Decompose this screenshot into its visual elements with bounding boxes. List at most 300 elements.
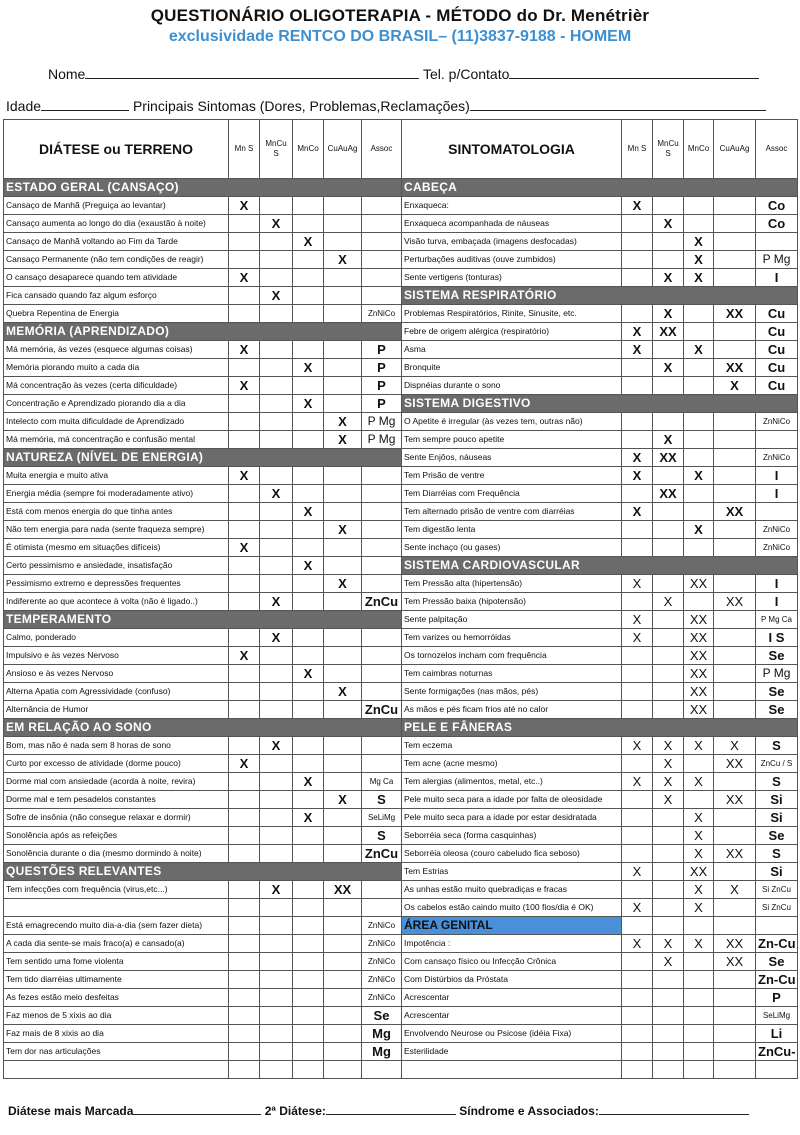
left-mark-cell[interactable]: X [260, 593, 293, 611]
left-mark-cell[interactable] [260, 377, 293, 395]
left-mark-cell[interactable] [324, 539, 362, 557]
right-mark-cell[interactable]: XX [653, 323, 684, 341]
footer-diatese-field[interactable] [133, 1103, 261, 1115]
left-mark-cell[interactable] [324, 647, 362, 665]
right-mark-cell[interactable]: XX [684, 611, 714, 629]
left-assoc-cell[interactable]: ZnNiCo [362, 989, 402, 1007]
right-assoc-cell[interactable]: I [756, 467, 798, 485]
left-mark-cell[interactable] [293, 251, 324, 269]
right-mark-cell[interactable] [684, 1061, 714, 1079]
left-mark-cell[interactable] [229, 809, 260, 827]
right-mark-cell[interactable] [653, 251, 684, 269]
right-mark-cell[interactable]: X [653, 431, 684, 449]
left-mark-cell[interactable] [260, 395, 293, 413]
right-mark-cell[interactable]: X [684, 269, 714, 287]
left-assoc-cell[interactable]: ZnNiCo [362, 971, 402, 989]
left-mark-cell[interactable] [229, 395, 260, 413]
right-mark-cell[interactable] [684, 359, 714, 377]
left-assoc-cell[interactable]: S [362, 791, 402, 809]
right-mark-cell[interactable]: X [653, 359, 684, 377]
right-mark-cell[interactable] [714, 1061, 756, 1079]
tel-field[interactable] [509, 66, 759, 79]
right-mark-cell[interactable]: X [714, 881, 756, 899]
right-mark-cell[interactable] [622, 431, 653, 449]
right-assoc-cell[interactable]: Si ZnCu [756, 881, 798, 899]
right-mark-cell[interactable] [684, 917, 714, 935]
right-assoc-cell[interactable]: Co [756, 197, 798, 215]
left-mark-cell[interactable]: X [324, 683, 362, 701]
right-mark-cell[interactable]: X [622, 773, 653, 791]
right-mark-cell[interactable]: X [653, 755, 684, 773]
left-mark-cell[interactable] [324, 557, 362, 575]
right-mark-cell[interactable] [653, 1061, 684, 1079]
right-mark-cell[interactable] [684, 503, 714, 521]
left-assoc-cell[interactable] [362, 197, 402, 215]
left-mark-cell[interactable] [324, 755, 362, 773]
right-mark-cell[interactable] [622, 809, 653, 827]
left-mark-cell[interactable] [293, 647, 324, 665]
left-mark-cell[interactable]: X [260, 629, 293, 647]
left-mark-cell[interactable] [260, 665, 293, 683]
left-mark-cell[interactable] [324, 845, 362, 863]
left-mark-cell[interactable] [260, 701, 293, 719]
right-assoc-cell[interactable]: Zn-Cu [756, 971, 798, 989]
right-mark-cell[interactable] [684, 791, 714, 809]
left-mark-cell[interactable] [229, 413, 260, 431]
right-mark-cell[interactable] [653, 665, 684, 683]
right-mark-cell[interactable] [714, 1007, 756, 1025]
left-mark-cell[interactable] [324, 899, 362, 917]
right-mark-cell[interactable] [653, 539, 684, 557]
right-mark-cell[interactable]: X [622, 449, 653, 467]
right-mark-cell[interactable] [653, 899, 684, 917]
right-mark-cell[interactable] [622, 521, 653, 539]
left-mark-cell[interactable] [260, 1043, 293, 1061]
left-mark-cell[interactable] [260, 989, 293, 1007]
right-mark-cell[interactable]: X [622, 935, 653, 953]
left-assoc-cell[interactable]: Mg [362, 1043, 402, 1061]
right-mark-cell[interactable] [622, 755, 653, 773]
left-mark-cell[interactable] [293, 341, 324, 359]
right-mark-cell[interactable]: XX [684, 665, 714, 683]
left-mark-cell[interactable] [293, 755, 324, 773]
left-mark-cell[interactable] [324, 305, 362, 323]
right-mark-cell[interactable]: XX [684, 683, 714, 701]
right-mark-cell[interactable] [714, 971, 756, 989]
right-mark-cell[interactable] [622, 665, 653, 683]
right-assoc-cell[interactable]: ZnCu / S [756, 755, 798, 773]
right-mark-cell[interactable] [684, 1043, 714, 1061]
right-assoc-cell[interactable]: Si [756, 863, 798, 881]
right-mark-cell[interactable]: XX [714, 503, 756, 521]
left-mark-cell[interactable] [324, 1025, 362, 1043]
right-assoc-cell[interactable]: ZnNiCo [756, 413, 798, 431]
left-mark-cell[interactable] [229, 485, 260, 503]
left-mark-cell[interactable]: X [293, 773, 324, 791]
right-mark-cell[interactable] [714, 485, 756, 503]
left-assoc-cell[interactable] [362, 647, 402, 665]
right-mark-cell[interactable] [714, 341, 756, 359]
left-mark-cell[interactable]: X [260, 485, 293, 503]
right-mark-cell[interactable] [653, 413, 684, 431]
right-mark-cell[interactable] [653, 881, 684, 899]
right-mark-cell[interactable] [622, 791, 653, 809]
left-mark-cell[interactable]: X [293, 233, 324, 251]
right-mark-cell[interactable] [714, 539, 756, 557]
left-assoc-cell[interactable] [362, 233, 402, 251]
right-mark-cell[interactable] [622, 251, 653, 269]
left-mark-cell[interactable] [229, 935, 260, 953]
left-mark-cell[interactable] [293, 827, 324, 845]
left-assoc-cell[interactable]: ZnNiCo [362, 935, 402, 953]
left-mark-cell[interactable] [293, 989, 324, 1007]
left-mark-cell[interactable] [293, 287, 324, 305]
right-assoc-cell[interactable]: Cu [756, 359, 798, 377]
right-assoc-cell[interactable] [756, 503, 798, 521]
left-mark-cell[interactable] [260, 539, 293, 557]
left-mark-cell[interactable] [229, 953, 260, 971]
left-mark-cell[interactable] [324, 395, 362, 413]
right-mark-cell[interactable] [622, 881, 653, 899]
right-mark-cell[interactable] [622, 971, 653, 989]
left-mark-cell[interactable] [229, 683, 260, 701]
right-mark-cell[interactable]: XX [684, 701, 714, 719]
right-mark-cell[interactable]: XX [684, 575, 714, 593]
left-mark-cell[interactable] [260, 953, 293, 971]
right-mark-cell[interactable] [684, 323, 714, 341]
right-mark-cell[interactable] [653, 827, 684, 845]
left-assoc-cell[interactable]: ZnNiCo [362, 953, 402, 971]
right-assoc-cell[interactable]: I [756, 485, 798, 503]
left-mark-cell[interactable] [260, 341, 293, 359]
right-mark-cell[interactable] [684, 449, 714, 467]
left-mark-cell[interactable] [293, 269, 324, 287]
right-assoc-cell[interactable]: P [756, 989, 798, 1007]
right-mark-cell[interactable] [622, 269, 653, 287]
left-mark-cell[interactable] [229, 917, 260, 935]
left-mark-cell[interactable] [324, 971, 362, 989]
left-mark-cell[interactable]: XX [324, 881, 362, 899]
right-mark-cell[interactable] [714, 827, 756, 845]
left-mark-cell[interactable]: X [293, 359, 324, 377]
right-mark-cell[interactable] [714, 863, 756, 881]
left-mark-cell[interactable] [293, 917, 324, 935]
right-mark-cell[interactable] [653, 503, 684, 521]
left-mark-cell[interactable] [229, 593, 260, 611]
left-assoc-cell[interactable] [362, 683, 402, 701]
left-mark-cell[interactable] [293, 737, 324, 755]
left-assoc-cell[interactable] [362, 503, 402, 521]
left-mark-cell[interactable] [324, 215, 362, 233]
right-assoc-cell[interactable]: S [756, 845, 798, 863]
right-mark-cell[interactable]: X [653, 935, 684, 953]
left-mark-cell[interactable] [324, 485, 362, 503]
right-mark-cell[interactable] [622, 593, 653, 611]
right-mark-cell[interactable] [653, 647, 684, 665]
left-mark-cell[interactable] [229, 845, 260, 863]
right-mark-cell[interactable] [653, 989, 684, 1007]
right-assoc-cell[interactable]: Cu [756, 323, 798, 341]
left-mark-cell[interactable]: X [229, 197, 260, 215]
left-mark-cell[interactable] [260, 197, 293, 215]
left-assoc-cell[interactable] [362, 1061, 402, 1079]
right-mark-cell[interactable] [653, 611, 684, 629]
left-mark-cell[interactable]: X [293, 395, 324, 413]
left-mark-cell[interactable] [293, 881, 324, 899]
right-mark-cell[interactable] [684, 431, 714, 449]
left-mark-cell[interactable] [324, 827, 362, 845]
left-mark-cell[interactable]: X [229, 377, 260, 395]
right-mark-cell[interactable] [714, 989, 756, 1007]
right-mark-cell[interactable]: XX [684, 647, 714, 665]
left-mark-cell[interactable] [293, 575, 324, 593]
right-assoc-cell[interactable]: Li [756, 1025, 798, 1043]
left-mark-cell[interactable] [260, 755, 293, 773]
right-mark-cell[interactable] [714, 611, 756, 629]
right-mark-cell[interactable]: XX [714, 755, 756, 773]
right-mark-cell[interactable] [622, 377, 653, 395]
left-mark-cell[interactable] [324, 809, 362, 827]
left-mark-cell[interactable] [324, 773, 362, 791]
left-mark-cell[interactable] [260, 899, 293, 917]
right-assoc-cell[interactable]: P Mg [756, 665, 798, 683]
left-mark-cell[interactable] [324, 629, 362, 647]
right-mark-cell[interactable] [684, 989, 714, 1007]
left-mark-cell[interactable] [293, 1025, 324, 1043]
left-assoc-cell[interactable] [362, 755, 402, 773]
right-mark-cell[interactable]: X [684, 737, 714, 755]
left-assoc-cell[interactable]: Se [362, 1007, 402, 1025]
left-mark-cell[interactable] [229, 305, 260, 323]
left-mark-cell[interactable]: X [229, 269, 260, 287]
right-mark-cell[interactable] [622, 233, 653, 251]
left-assoc-cell[interactable]: SeLiMg [362, 809, 402, 827]
left-mark-cell[interactable] [324, 467, 362, 485]
left-mark-cell[interactable] [293, 539, 324, 557]
left-mark-cell[interactable] [229, 557, 260, 575]
right-mark-cell[interactable] [714, 701, 756, 719]
right-mark-cell[interactable] [684, 971, 714, 989]
left-mark-cell[interactable] [293, 521, 324, 539]
right-mark-cell[interactable] [714, 575, 756, 593]
right-assoc-cell[interactable]: SeLiMg [756, 1007, 798, 1025]
right-mark-cell[interactable]: X [653, 305, 684, 323]
left-assoc-cell[interactable]: ZnNiCo [362, 305, 402, 323]
left-assoc-cell[interactable] [362, 251, 402, 269]
left-mark-cell[interactable]: X [229, 539, 260, 557]
left-mark-cell[interactable] [324, 287, 362, 305]
right-mark-cell[interactable] [653, 1007, 684, 1025]
right-mark-cell[interactable] [684, 953, 714, 971]
left-mark-cell[interactable]: X [324, 791, 362, 809]
right-mark-cell[interactable]: X [684, 341, 714, 359]
left-mark-cell[interactable] [260, 1061, 293, 1079]
left-mark-cell[interactable] [260, 809, 293, 827]
left-mark-cell[interactable] [293, 593, 324, 611]
left-mark-cell[interactable] [324, 197, 362, 215]
right-mark-cell[interactable]: X [684, 899, 714, 917]
left-mark-cell[interactable] [293, 683, 324, 701]
left-mark-cell[interactable] [293, 935, 324, 953]
right-assoc-cell[interactable]: ZnNiCo [756, 521, 798, 539]
left-mark-cell[interactable]: X [324, 413, 362, 431]
right-assoc-cell[interactable]: Se [756, 647, 798, 665]
right-assoc-cell[interactable]: ZnNiCo [756, 539, 798, 557]
right-mark-cell[interactable]: X [684, 467, 714, 485]
right-mark-cell[interactable] [622, 413, 653, 431]
right-mark-cell[interactable] [622, 305, 653, 323]
right-mark-cell[interactable]: X [684, 809, 714, 827]
left-assoc-cell[interactable] [362, 557, 402, 575]
right-mark-cell[interactable] [714, 521, 756, 539]
right-mark-cell[interactable] [653, 845, 684, 863]
right-mark-cell[interactable]: XX [684, 629, 714, 647]
left-assoc-cell[interactable]: ZnCu [362, 845, 402, 863]
right-mark-cell[interactable] [653, 863, 684, 881]
left-assoc-cell[interactable]: ZnNiCo [362, 917, 402, 935]
right-mark-cell[interactable] [653, 809, 684, 827]
left-assoc-cell[interactable]: S [362, 827, 402, 845]
left-assoc-cell[interactable]: P Mg [362, 413, 402, 431]
left-mark-cell[interactable] [293, 971, 324, 989]
right-mark-cell[interactable] [622, 1025, 653, 1043]
right-mark-cell[interactable] [714, 197, 756, 215]
left-assoc-cell[interactable]: P [362, 377, 402, 395]
right-mark-cell[interactable]: X [684, 251, 714, 269]
right-assoc-cell[interactable] [756, 233, 798, 251]
right-mark-cell[interactable] [653, 575, 684, 593]
left-mark-cell[interactable] [260, 683, 293, 701]
right-assoc-cell[interactable]: Zn-Cu [756, 935, 798, 953]
right-mark-cell[interactable]: X [653, 737, 684, 755]
right-mark-cell[interactable] [714, 665, 756, 683]
left-mark-cell[interactable] [229, 431, 260, 449]
left-mark-cell[interactable] [293, 701, 324, 719]
left-mark-cell[interactable] [229, 899, 260, 917]
right-mark-cell[interactable]: X [622, 323, 653, 341]
right-mark-cell[interactable] [714, 215, 756, 233]
right-mark-cell[interactable] [622, 1007, 653, 1025]
left-mark-cell[interactable]: X [293, 665, 324, 683]
left-assoc-cell[interactable] [362, 485, 402, 503]
right-mark-cell[interactable] [622, 683, 653, 701]
right-mark-cell[interactable] [653, 197, 684, 215]
left-mark-cell[interactable] [293, 1061, 324, 1079]
right-assoc-cell[interactable]: I [756, 575, 798, 593]
left-assoc-cell[interactable] [362, 881, 402, 899]
left-assoc-cell[interactable]: P [362, 341, 402, 359]
right-mark-cell[interactable]: X [714, 377, 756, 395]
left-mark-cell[interactable]: X [229, 647, 260, 665]
right-mark-cell[interactable] [653, 683, 684, 701]
right-mark-cell[interactable] [714, 809, 756, 827]
right-mark-cell[interactable]: X [622, 737, 653, 755]
left-mark-cell[interactable] [260, 971, 293, 989]
right-mark-cell[interactable] [714, 773, 756, 791]
right-mark-cell[interactable]: X [622, 467, 653, 485]
right-mark-cell[interactable]: X [653, 593, 684, 611]
right-mark-cell[interactable]: XX [714, 845, 756, 863]
right-mark-cell[interactable]: X [684, 233, 714, 251]
left-mark-cell[interactable]: X [293, 557, 324, 575]
right-assoc-cell[interactable]: P Mg [756, 251, 798, 269]
left-mark-cell[interactable] [324, 233, 362, 251]
left-mark-cell[interactable] [324, 737, 362, 755]
left-mark-cell[interactable] [260, 251, 293, 269]
right-mark-cell[interactable]: X [622, 863, 653, 881]
right-mark-cell[interactable] [684, 755, 714, 773]
right-mark-cell[interactable]: X [684, 521, 714, 539]
right-mark-cell[interactable] [714, 683, 756, 701]
right-mark-cell[interactable] [714, 269, 756, 287]
left-mark-cell[interactable] [293, 377, 324, 395]
right-assoc-cell[interactable]: Se [756, 827, 798, 845]
sintomas-field[interactable] [470, 98, 766, 111]
left-mark-cell[interactable] [293, 197, 324, 215]
right-assoc-cell[interactable] [756, 917, 798, 935]
left-mark-cell[interactable] [229, 791, 260, 809]
right-mark-cell[interactable] [622, 485, 653, 503]
left-mark-cell[interactable] [229, 989, 260, 1007]
right-mark-cell[interactable]: X [684, 827, 714, 845]
left-mark-cell[interactable] [260, 827, 293, 845]
left-assoc-cell[interactable]: P [362, 395, 402, 413]
right-mark-cell[interactable] [653, 521, 684, 539]
right-mark-cell[interactable] [653, 377, 684, 395]
right-mark-cell[interactable]: X [684, 881, 714, 899]
right-mark-cell[interactable]: XX [714, 593, 756, 611]
right-assoc-cell[interactable]: Se [756, 701, 798, 719]
left-mark-cell[interactable] [229, 971, 260, 989]
right-mark-cell[interactable] [622, 845, 653, 863]
right-mark-cell[interactable] [622, 1061, 653, 1079]
right-assoc-cell[interactable]: Co [756, 215, 798, 233]
right-mark-cell[interactable]: X [622, 899, 653, 917]
left-assoc-cell[interactable] [362, 665, 402, 683]
left-mark-cell[interactable] [324, 989, 362, 1007]
right-mark-cell[interactable] [714, 251, 756, 269]
right-mark-cell[interactable] [622, 215, 653, 233]
left-mark-cell[interactable] [260, 359, 293, 377]
right-mark-cell[interactable] [714, 917, 756, 935]
right-mark-cell[interactable]: XX [714, 359, 756, 377]
left-mark-cell[interactable] [260, 557, 293, 575]
left-mark-cell[interactable] [260, 647, 293, 665]
left-mark-cell[interactable] [293, 431, 324, 449]
left-mark-cell[interactable] [229, 287, 260, 305]
right-assoc-cell[interactable]: Si [756, 791, 798, 809]
right-mark-cell[interactable] [622, 539, 653, 557]
right-mark-cell[interactable]: XX [653, 449, 684, 467]
left-mark-cell[interactable] [260, 935, 293, 953]
right-mark-cell[interactable]: XX [714, 791, 756, 809]
footer-sindrome-field[interactable] [599, 1103, 749, 1115]
right-mark-cell[interactable]: X [653, 269, 684, 287]
left-mark-cell[interactable] [293, 1043, 324, 1061]
right-assoc-cell[interactable]: ZnCu- [756, 1043, 798, 1061]
left-mark-cell[interactable] [260, 791, 293, 809]
left-mark-cell[interactable] [229, 1043, 260, 1061]
right-mark-cell[interactable]: XX [714, 935, 756, 953]
right-mark-cell[interactable] [622, 647, 653, 665]
left-mark-cell[interactable]: X [260, 881, 293, 899]
right-mark-cell[interactable] [684, 593, 714, 611]
left-mark-cell[interactable] [229, 1061, 260, 1079]
right-mark-cell[interactable]: XX [684, 863, 714, 881]
left-mark-cell[interactable] [260, 413, 293, 431]
right-mark-cell[interactable] [714, 233, 756, 251]
right-mark-cell[interactable] [622, 1043, 653, 1061]
